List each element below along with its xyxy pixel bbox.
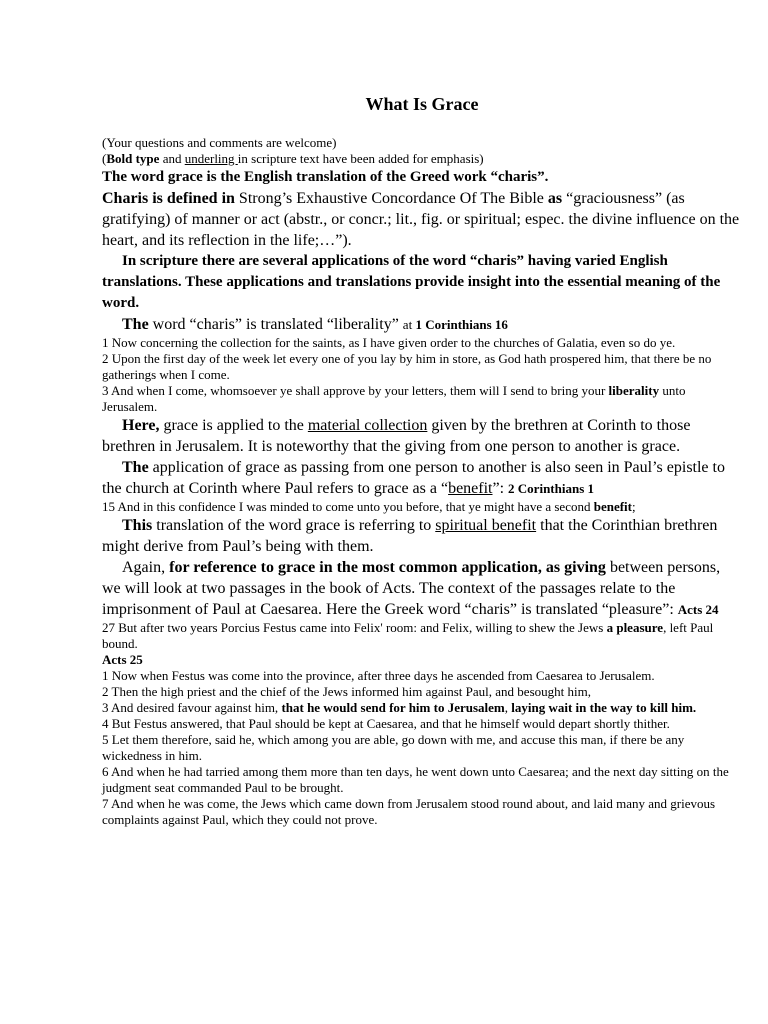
verse-acts25-3: 3 And desired favour against him, that he would send for him to Jerusalem, laying wait in the way to kill him.: [102, 700, 697, 715]
verse-acts25-1: 1 Now when Festus was come into the province, after three days he ascended from Caesarea to Jerusalem.: [102, 668, 655, 683]
paragraph-benefit: The application of grace as passing from one person to another is also seen in Paul’s epistle to the church at Corinth where Paul refers to grace as a “benefit”: 2 Corinthians 1: [102, 459, 725, 497]
paragraph-material-collection: Here, grace is applied to the material collection given by the brethren at Corinth to those brethren in Jerusalem. It is noteworthy that the giving from one person to another is grace.: [102, 417, 691, 455]
verse-acts25-2: 2 Then the high priest and the chief of the Jews informed him against Paul, and besought him,: [102, 684, 591, 699]
verse-2cor1-15: 15 And in this confidence I was minded to come unto you before, that ye might have a second benefit;: [102, 499, 636, 514]
verse-acts25-4: 4 But Festus answered, that Paul should be kept at Caesarea, and that he himself would depart shortly thither.: [102, 716, 670, 731]
paragraph-charis-translation: The word grace is the English translation of the Greed work “charis”.: [102, 169, 549, 185]
intro-line-1: (Your questions and comments are welcome): [102, 135, 337, 150]
intro-line-2: (Bold type and underling in scripture text have been added for emphasis): [102, 151, 484, 166]
paragraph-applications: In scripture there are several applications of the word “charis” having varied English translations. These applications and translations provide insight into the essential meaning of the word.: [102, 253, 721, 311]
verse-acts24-27: 27 But after two years Porcius Festus came into Felix' room: and Felix, willing to shew the Jews a pleasure, left Paul bound.: [102, 620, 714, 651]
paragraph-giving: Again, for reference to grace in the most common application, as giving between persons, we will look at two passages in the book of Acts. The context of the passages relate to the imprisonment of Paul at Caesarea. Here the Greek word “charis” is translated “pleasure”: Acts 24: [102, 559, 721, 618]
verse-acts25-6: 6 And when he had tarried among them more than ten days, he went down unto Caesarea; and the next day sitting on the judgment seat commanded Paul to be brought.: [102, 764, 729, 795]
heading-acts-25: Acts 25: [102, 652, 143, 667]
verse-1cor16-2: 2 Upon the first day of the week let every one of you lay by him in store, as God hath prospered him, that there be no gatherings when I come.: [102, 351, 712, 382]
paragraph-charis-definition: Charis is defined in Strong’s Exhaustive Concordance Of The Bible as “graciousness” (as gratifying) of manner or act (abstr., or concr.; lit., fig. or spiritual; espec. the divine influence on the heart, and its reflection in the life;…”).: [102, 190, 740, 249]
document-page: [102, 88, 742, 828]
verse-1cor16-3: 3 And when I come, whomsoever ye shall approve by your letters, them will I send to bring your liberality unto Jerusalem.: [102, 383, 686, 414]
page-title: What Is Grace: [365, 94, 479, 114]
verse-acts25-5: 5 Let them therefore, said he, which among you are able, go down with me, and accuse this man, if there be any wickedness in him.: [102, 732, 685, 763]
verse-acts25-7: 7 And when he was come, the Jews which came down from Jerusalem stood round about, and laid many and grievous complaints against Paul, which they could not prove.: [102, 796, 716, 827]
verse-1cor16-1: 1 Now concerning the collection for the saints, as I have given order to the churches of Galatia, even so do ye.: [102, 335, 676, 350]
paragraph-liberality: The word “charis” is translated “liberality” at 1 Corinthians 16: [122, 316, 508, 333]
paragraph-spiritual-benefit: This translation of the word grace is referring to spiritual benefit that the Corinthian brethren might derive from Paul’s being with them.: [102, 517, 718, 555]
